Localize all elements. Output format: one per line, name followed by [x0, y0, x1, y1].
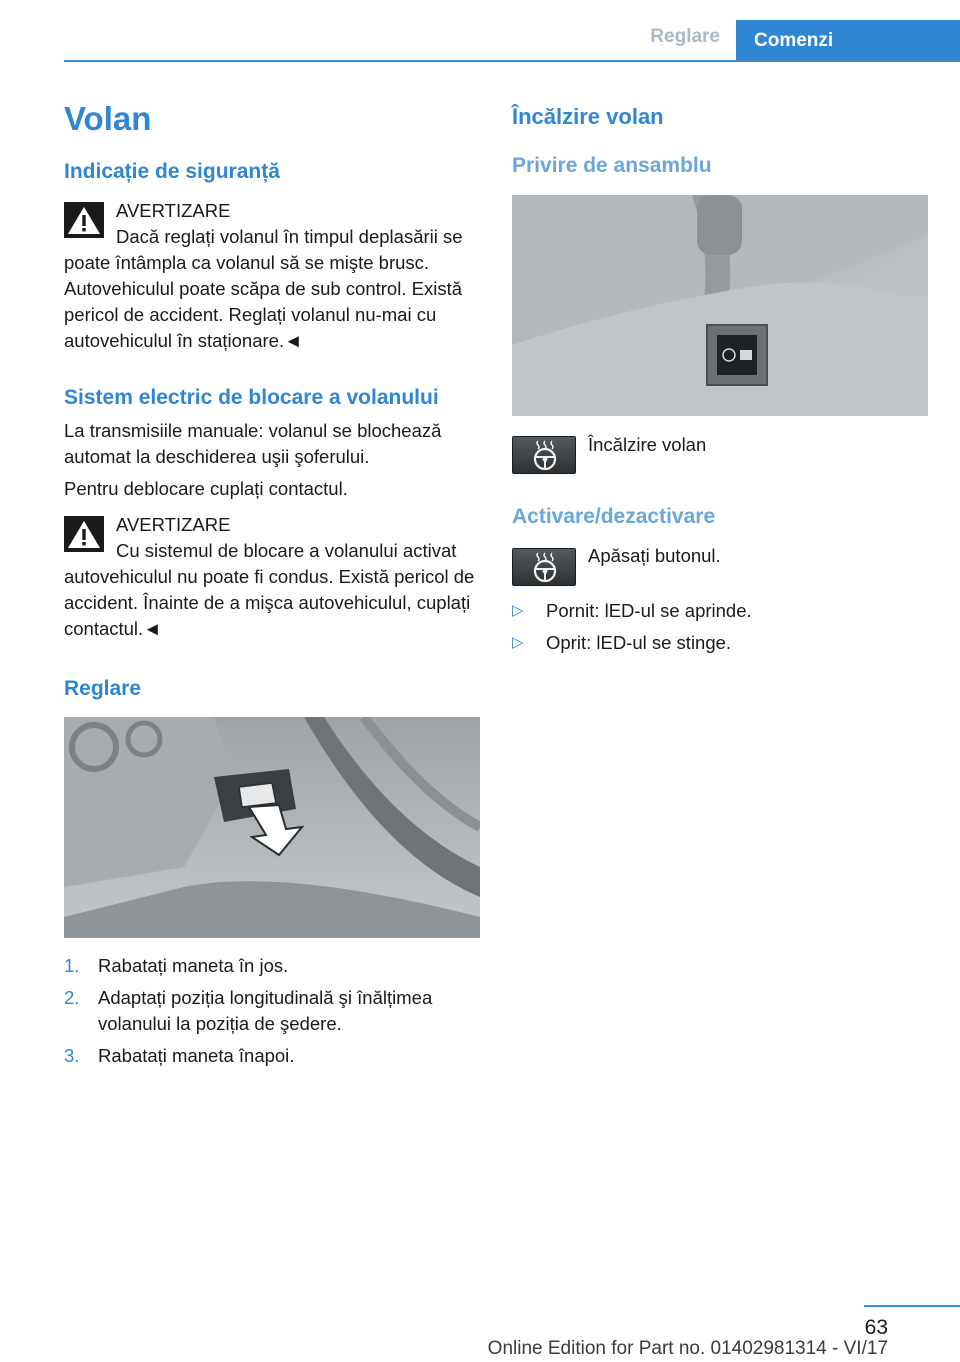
footer-rule [864, 1305, 960, 1307]
warning-triangle-icon [64, 516, 104, 552]
heated-steering-wheel-icon [513, 437, 577, 475]
steering-lever-illustration [64, 717, 480, 938]
safety-heading: Indicație de siguranță [64, 160, 280, 183]
led-state-list [512, 598, 928, 662]
section-title-heating: Încălzire volan [512, 104, 664, 129]
bullet-triangle-icon: ▷ [512, 634, 524, 651]
step-number: 3. [64, 1045, 80, 1066]
steering-heating-button-icon [512, 548, 576, 586]
step-number: 1. [64, 955, 80, 976]
step-number: 2. [64, 987, 80, 1008]
heating-button-illustration [512, 195, 928, 416]
heating-overview-photo [512, 195, 928, 416]
steering-heating-button-icon [512, 436, 576, 474]
header-rule [64, 60, 960, 62]
section-title-volan: Volan [64, 100, 152, 137]
warning-text: Dacă reglați volanul în timpul deplasării se poate întâmpla ca volanul să se mişte brusc. Autovehiculul poate scăpa de sub control. Există pericol de accident. Reglați volanul nu-mai cu autovehiculul în staționare.◄ [64, 226, 463, 351]
warning-label: AVERTIZARE [116, 200, 231, 221]
list-item [64, 953, 480, 979]
warning-triangle-icon [64, 202, 104, 238]
page-number: 63 [864, 1316, 888, 1339]
bullet-text: Oprit: lED-ul se stinge. [546, 632, 732, 653]
header-tab-reglare[interactable]: Reglare [650, 26, 720, 47]
header-tab-comenzi-label: Comenzi [754, 30, 834, 51]
lock-text-2: Pentru deblocare cuplați contactul. [64, 478, 348, 499]
heated-steering-wheel-icon [513, 549, 577, 587]
lock-text-1: La transmisiile manuale: volanul se blochează automat la deschiderea uşii şoferului. [64, 420, 442, 467]
steering-adjust-photo [64, 717, 480, 938]
list-item [64, 985, 480, 1037]
step-text: Rabatați maneta în jos. [98, 955, 289, 976]
adjust-steps-list [64, 953, 480, 1075]
list-item [512, 630, 928, 656]
edition-text: Online Edition for Part no. 01402981314 - VI/17 [487, 1338, 888, 1359]
list-item [64, 1043, 480, 1069]
icon-caption: Încălzire volan [588, 434, 707, 455]
warning-text: Cu sistemul de blocare a volanului activat autovehiculul nu poate fi condus. Există pericol de accident. Înainte de a mişca autovehiculul, cuplați contactul.◄ [64, 540, 475, 639]
lock-heading: Sistem electric de blocare a volanului [64, 386, 439, 409]
step-text: Rabatați maneta înapoi. [98, 1045, 295, 1066]
warning-block-2 [64, 512, 480, 642]
list-item [512, 598, 928, 624]
warning-label: AVERTIZARE [116, 514, 231, 535]
overview-heading: Privire de ansamblu [512, 154, 712, 177]
step-text: Adaptați poziția longitudinală şi înălțimea volanului la poziția de şedere. [98, 987, 433, 1034]
header-tab-comenzi[interactable] [736, 20, 960, 62]
bullet-triangle-icon: ▷ [512, 602, 524, 619]
activate-heading: Activare/dezactivare [512, 505, 716, 528]
activate-text: Apăsați butonul. [588, 545, 721, 566]
warning-block-1 [64, 198, 480, 354]
adjust-heading: Reglare [64, 677, 142, 700]
bullet-text: Pornit: lED-ul se aprinde. [546, 600, 752, 621]
